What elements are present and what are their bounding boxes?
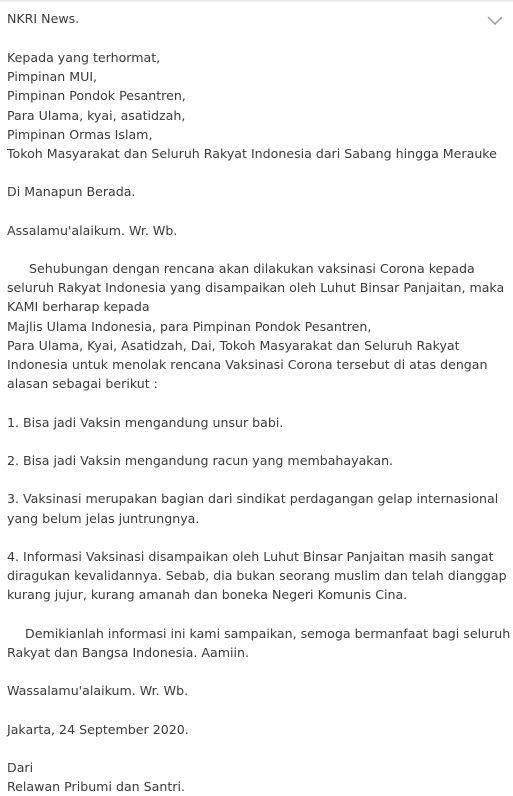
salutation-line: Pimpinan Pondok Pesantren,: [7, 88, 186, 104]
intro-line: Sehubungan dengan rencana akan dilakukan vaksinasi Corona kepada: [29, 261, 475, 277]
intro-line: Majlis Ulama Indonesia, para Pimpinan Pondok Pesantren,: [7, 318, 372, 334]
signature-line: Relawan Pribumi dan Santri.: [7, 779, 185, 795]
intro-line: KAMI berharap kepada: [7, 299, 150, 315]
point-3-line: 3. Vaksinasi merupakan bagian dari sindikat perdagangan gelap internasional: [7, 491, 499, 507]
sender-name: NKRI News.: [7, 11, 80, 26]
salutation-line: Pimpinan Ormas Islam,: [7, 126, 153, 142]
date-line: Jakarta, 24 September 2020.: [7, 721, 189, 737]
salutation-line: Pimpinan MUI,: [7, 69, 98, 85]
closing-line: Demikianlah informasi ini kami sampaikan, semoga bermanfaat bagi seluruh: [25, 625, 511, 641]
farewell-line: Wassalamu'alaikum. Wr. Wb.: [7, 683, 189, 699]
point-4-line: kurang jujur, kurang amanah dan boneka Negeri Komunis Cina.: [7, 587, 408, 603]
greeting-line: Assalamu'alaikum. Wr. Wb.: [7, 222, 178, 238]
closing-line: Rakyat dan Bangsa Indonesia. Aamiin.: [7, 644, 249, 660]
from-label: Dari: [7, 759, 34, 775]
salutation-line: Tokoh Masyarakat dan Seluruh Rakyat Indonesia dari Sabang hingga Merauke: [7, 145, 497, 161]
point-4-line: diragukan kevalidannya. Sebab, dia bukan seorang muslim dan telah dianggap: [7, 568, 507, 584]
message-header[interactable]: [7, 9, 505, 29]
intro-line: Indonesia untuk menolak rencana Vaksinasi Corona tersebut di atas dengan: [7, 357, 488, 372]
point-3-line: yang belum jelas juntrungnya.: [7, 510, 200, 526]
intro-line: alasan sebagai berikut :: [7, 376, 158, 392]
salutation-line: Kepada yang terhormat,: [7, 50, 161, 65]
point-1-line: 1. Bisa jadi Vaksin mengandung unsur babi.: [7, 414, 284, 430]
intro-line: Para Ulama, Kyai, Asatidzah, Dai, Tokoh Masyarakat dan Seluruh Rakyat: [7, 337, 460, 353]
top-shadow: [0, 0, 513, 3]
point-4-line: 4. Informasi Vaksinasi disampaikan oleh Luhut Binsar Panjaitan masih sangat: [7, 548, 494, 564]
salutation-line: Para Ulama, kyai, asatidzah,: [7, 107, 186, 123]
message-body: [7, 48, 509, 796]
chevron-down-icon[interactable]: [487, 11, 503, 23]
intro-line: seluruh Rakyat Indonesia yang disampaikan oleh Luhut Binsar Panjaitan, maka: [7, 280, 505, 296]
point-2-line: 2. Bisa jadi Vaksin mengandung racun yang membahayakan.: [7, 452, 394, 468]
location-line: Di Manapun Berada.: [7, 184, 136, 200]
